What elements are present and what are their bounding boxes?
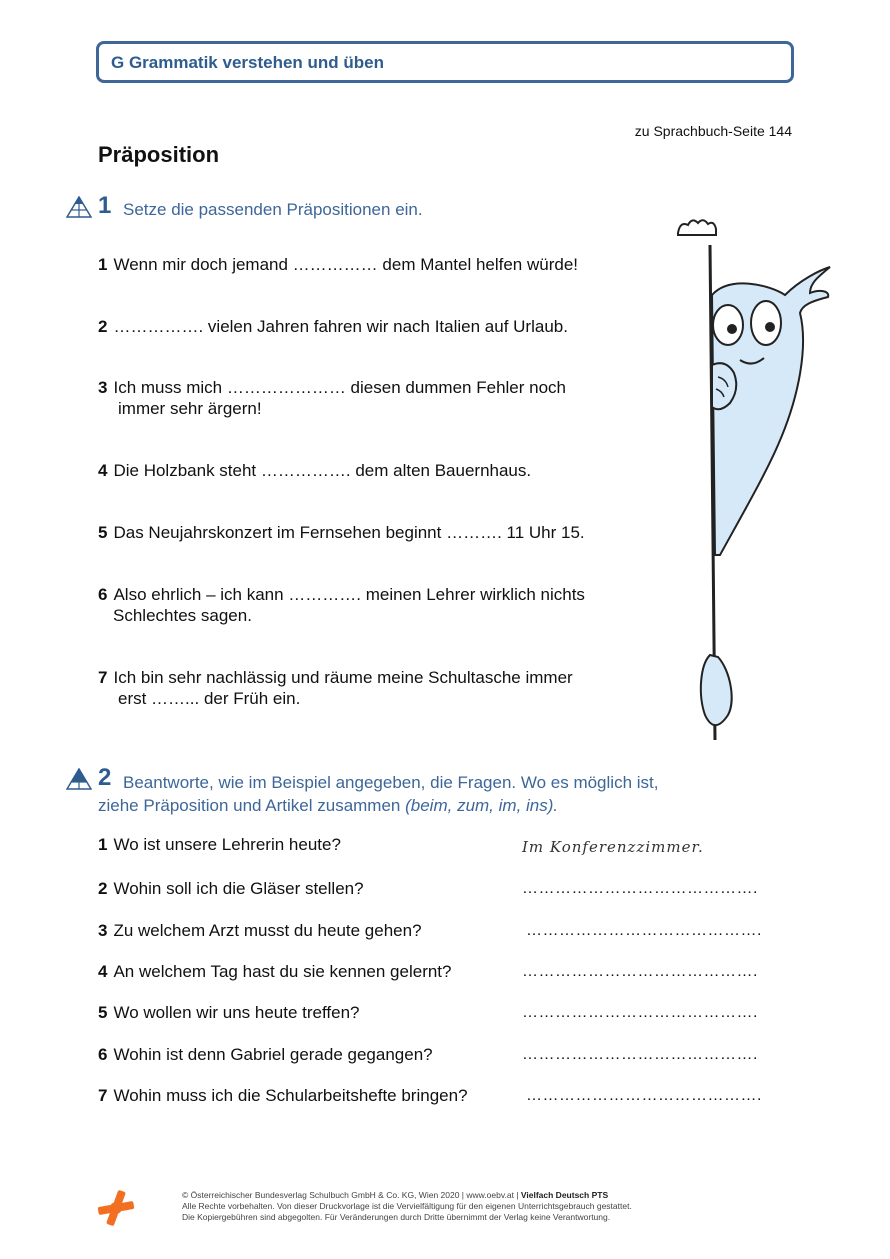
task-2-instruction-line2 bbox=[98, 794, 558, 817]
answer-blank: ……………………………………. bbox=[522, 963, 758, 980]
answer-blank: ……………………………………. bbox=[522, 1004, 758, 1021]
answer-blank: ……………………………………. bbox=[526, 922, 762, 939]
copyright-footer bbox=[182, 1190, 632, 1223]
footer-product-name: Vielfach Deutsch PTS bbox=[520, 1190, 609, 1200]
item-number: 2 bbox=[98, 317, 108, 336]
item-number: 7 bbox=[98, 668, 108, 687]
section-header-title: G Grammatik verstehen und üben bbox=[111, 53, 385, 72]
task-2-question bbox=[98, 1003, 359, 1023]
difficulty-pyramid-icon bbox=[66, 196, 92, 218]
task-2-instruction-line1: Beantworte, wie im Beispiel angegeben, die Fragen. Wo es möglich ist, bbox=[123, 773, 659, 792]
ghost-illustration bbox=[660, 215, 840, 750]
item-text: Ich bin sehr nachlässig und räume meine Schultasche immer bbox=[113, 668, 573, 687]
item-text-continued: erst ……... der Früh ein. bbox=[118, 689, 301, 708]
task-1-item bbox=[98, 584, 585, 626]
item-text-continued: Schlechtes sagen. bbox=[113, 606, 252, 625]
task-1-instruction: Setze die passenden Präpositionen ein. bbox=[123, 200, 423, 219]
answer-blank: ……………………………………. bbox=[522, 1046, 758, 1063]
answer-blank: ……………………………………. bbox=[526, 1087, 762, 1104]
question-text: Zu welchem Arzt musst du heute gehen? bbox=[113, 921, 422, 940]
question-number: 2 bbox=[98, 879, 108, 898]
item-number: 5 bbox=[98, 523, 108, 542]
question-text: Wohin muss ich die Schularbeitshefte bringen? bbox=[113, 1086, 468, 1105]
question-text: Wohin ist denn Gabriel gerade gegangen? bbox=[113, 1045, 433, 1064]
item-text: Das Neujahrskonzert im Fernsehen beginnt ………. 11 Uhr 15. bbox=[113, 523, 585, 542]
question-text: Wo ist unsere Lehrerin heute? bbox=[113, 835, 341, 854]
task-2-question bbox=[98, 879, 364, 899]
task-1-number: 1 bbox=[98, 192, 112, 219]
question-number: 6 bbox=[98, 1045, 108, 1064]
question-number: 5 bbox=[98, 1003, 108, 1022]
item-text: ……………. vielen Jahren fahren wir nach Italien auf Urlaub. bbox=[113, 317, 568, 336]
task-1-item bbox=[98, 460, 531, 481]
question-number: 3 bbox=[98, 921, 108, 940]
task-2-question bbox=[98, 1045, 433, 1065]
footer-line-1 bbox=[182, 1190, 632, 1201]
item-text: Die Holzbank steht ……………. dem alten Bauernhaus. bbox=[113, 461, 532, 480]
task-2-instruction-examples: (beim, zum, im, ins). bbox=[405, 796, 559, 815]
item-number: 3 bbox=[98, 378, 108, 397]
task-2-question bbox=[98, 1086, 468, 1106]
page-title: Präposition bbox=[98, 142, 220, 167]
question-number: 7 bbox=[98, 1086, 108, 1105]
task-1-item bbox=[98, 316, 568, 337]
question-text: Wohin soll ich die Gläser stellen? bbox=[113, 879, 364, 898]
item-number: 4 bbox=[98, 461, 108, 480]
item-text-continued: immer sehr ärgern! bbox=[118, 399, 262, 418]
answer-example-handwritten: Im Konferenzzimmer. bbox=[522, 838, 704, 856]
item-text: Ich muss mich ………………… diesen dummen Fehler noch bbox=[113, 378, 567, 397]
task-2-question bbox=[98, 835, 341, 855]
textbook-reference: zu Sprachbuch-Seite 144 bbox=[634, 123, 792, 139]
question-number: 1 bbox=[98, 835, 108, 854]
item-number: 1 bbox=[98, 255, 108, 274]
item-text: Also ehrlich – ich kann …………. meinen Lehrer wirklich nichts bbox=[113, 585, 585, 604]
task-1-item bbox=[98, 377, 566, 419]
question-text: An welchem Tag hast du sie kennen gelernt? bbox=[113, 962, 452, 981]
section-header-box bbox=[96, 41, 794, 83]
answer-blank: ……………………………………. bbox=[522, 880, 758, 897]
task-2-question bbox=[98, 962, 452, 982]
footer-copyright: © Österreichischer Bundesverlag Schulbuch GmbH & Co. KG, Wien 2020 | www.oebv.at | bbox=[182, 1190, 521, 1200]
task-1-item bbox=[98, 522, 585, 543]
footer-line-3: Die Kopiergebühren sind abgegolten. Für Veränderungen durch Dritte übernimmt der Verlag keine Verantwortung. bbox=[182, 1212, 611, 1222]
footer-line-2: Alle Rechte vorbehalten. Von dieser Druckvorlage ist die Vervielfältigung für den eigenen Unterrichtsgebrauch gestattet. bbox=[182, 1201, 632, 1211]
task-1-item bbox=[98, 254, 578, 275]
question-text: Wo wollen wir uns heute treffen? bbox=[113, 1003, 360, 1022]
question-number: 4 bbox=[98, 962, 108, 981]
task-2-question bbox=[98, 921, 422, 941]
task-2-number: 2 bbox=[98, 764, 112, 791]
task-1-item bbox=[98, 667, 573, 709]
task-2-instruction-text: ziehe Präposition und Artikel zusammen bbox=[98, 796, 406, 815]
item-number: 6 bbox=[98, 585, 108, 604]
difficulty-pyramid-icon bbox=[66, 768, 92, 790]
item-text: Wenn mir doch jemand …………… dem Mantel helfen würde! bbox=[113, 255, 579, 274]
publisher-logo-icon bbox=[96, 1188, 136, 1228]
